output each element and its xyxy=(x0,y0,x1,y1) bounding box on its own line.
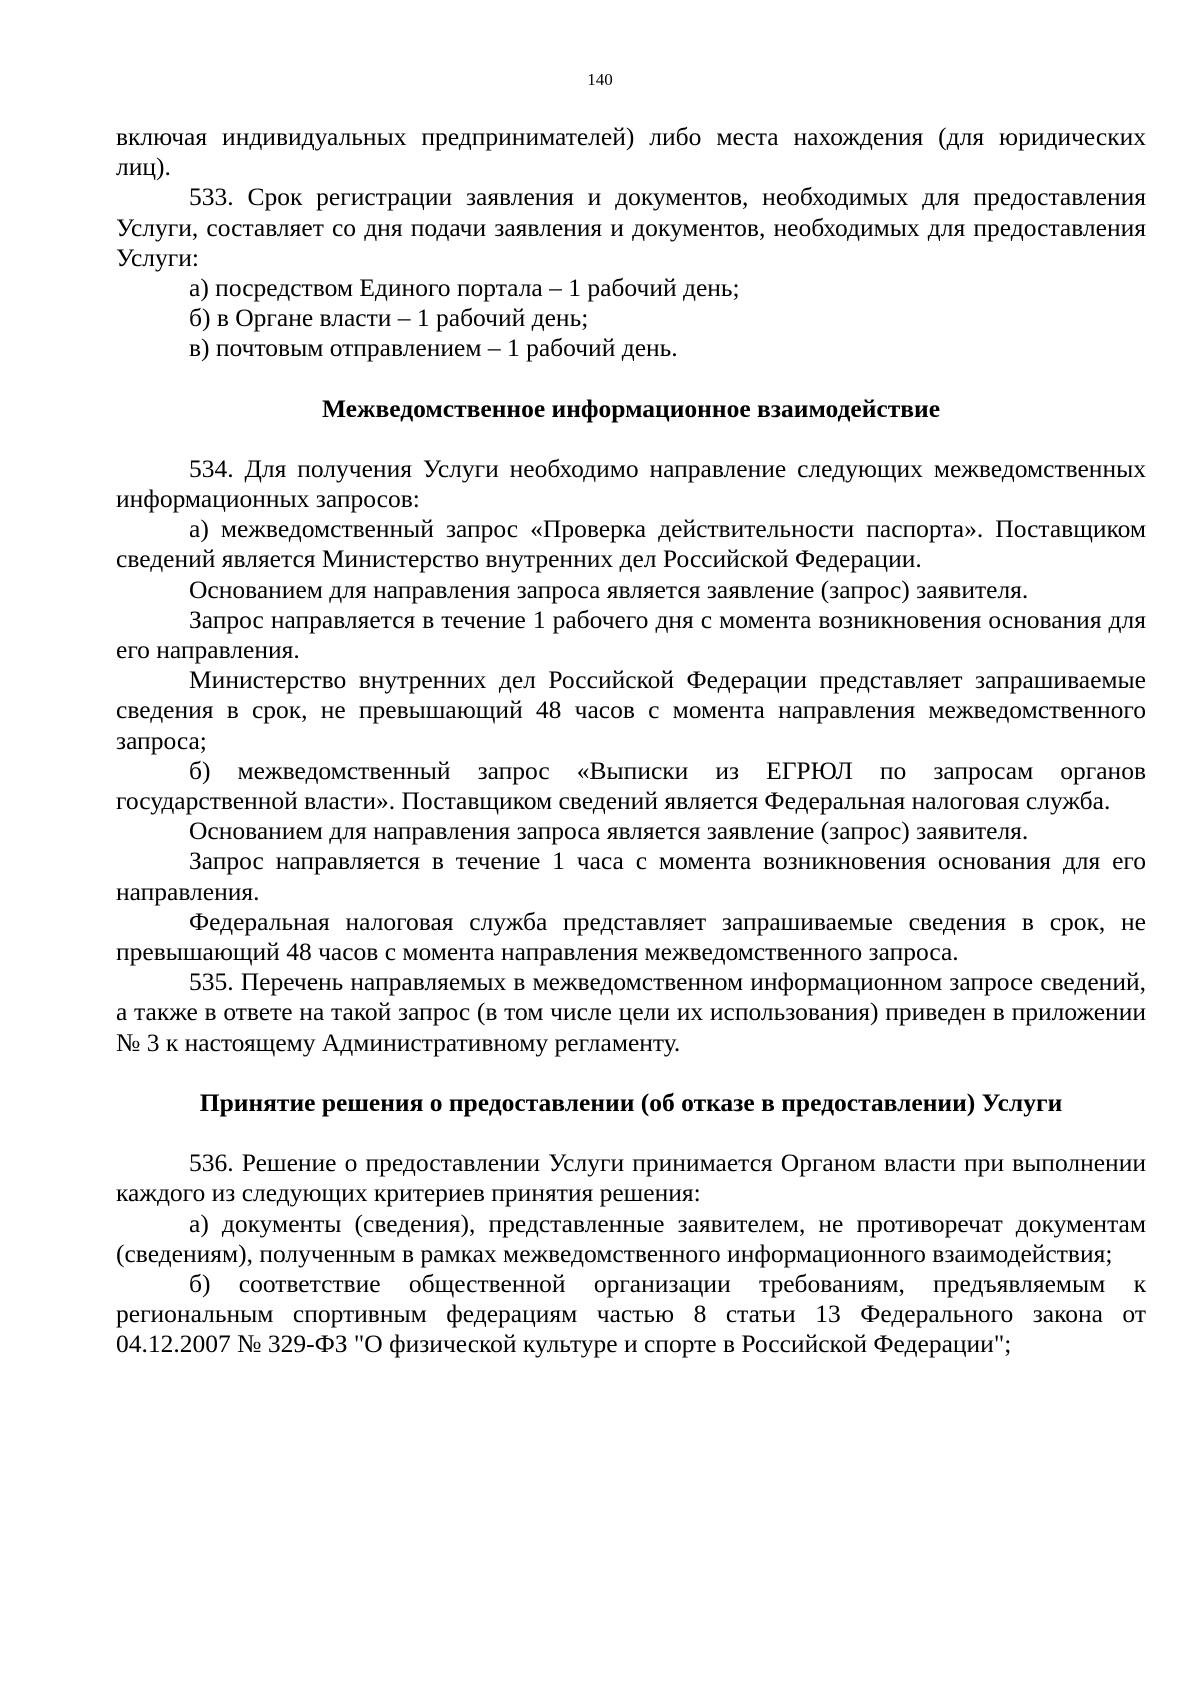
paragraph: 535. Перечень направляемых в межведомственном информационном запросе сведений, а также в ответе на такой запрос (в том числе цели их использования) приведен в приложении № 3 к настоящему Административному регламенту. xyxy=(116,967,1146,1057)
paragraph: б) межведомственный запрос «Выписки из ЕГРЮЛ по запросам органов государственной власти». Поставщиком сведений является Федеральная налоговая служба. xyxy=(116,755,1146,816)
paragraph: Федеральная налоговая служба представляет запрашиваемые сведения в срок, не превышающий 48 часов с момента направления межведомственного запроса. xyxy=(116,906,1146,967)
section-heading: Межведомственное информационное взаимодействие xyxy=(321,393,941,423)
list-item: в) почтовым отправлением – 1 рабочий день. xyxy=(189,333,678,363)
section-heading: Принятие решения о предоставлении (об отказе в предоставлении) Услуги xyxy=(199,1087,1063,1117)
paragraph: включая индивидуальных предпринимателей) либо места нахождения (для юридических лиц). xyxy=(116,122,1146,182)
paragraph: а) межведомственный запрос «Проверка действительности паспорта». Поставщиком сведений является Министерство внутренних дел Российской Федерации. xyxy=(116,514,1146,574)
paragraph: 534. Для получения Услуги необходимо направление следующих межведомственных информационных запросов: xyxy=(116,453,1146,514)
paragraph: 533. Срок регистрации заявления и документов, необходимых для предоставления Услуги, составляет со дня подачи заявления и документов, необходимых для предоставления Услуги: xyxy=(116,182,1146,272)
paragraph: Основанием для направления запроса является заявление (запрос) заявителя. xyxy=(189,816,1029,846)
paragraph: Запрос направляется в течение 1 часа с момента возникновения основания для его направления. xyxy=(116,846,1146,906)
list-item: б) в Органе власти – 1 рабочий день; xyxy=(189,303,589,333)
paragraph: Запрос направляется в течение 1 рабочего дня с момента возникновения основания для его направления. xyxy=(116,604,1146,665)
document-body xyxy=(116,122,1146,1360)
page-number: 140 xyxy=(587,70,613,89)
paragraph: Основанием для направления запроса является заявление (запрос) заявителя. xyxy=(189,574,1029,604)
paragraph: 536. Решение о предоставлении Услуги принимается Органом власти при выполнении каждого из следующих критериев принятия решения: xyxy=(116,1148,1146,1208)
paragraph: а) документы (сведения), представленные заявителем, не противоречат документам (сведениям), полученным в рамках межведомственного информационного взаимодействия; xyxy=(116,1208,1146,1268)
paragraph: Министерство внутренних дел Российской Федерации представляет запрашиваемые сведения в срок, не превышающий 48 часов с момента направления межведомственного запроса; xyxy=(116,665,1146,755)
paragraph: б) соответствие общественной организации требованиям, предъявляемым к региональным спортивным федерациям частью 8 статьи 13 Федерального закона от 04.12.2007 № 329-ФЗ "О физической культуре и спорте в Российской Федерации"; xyxy=(116,1268,1146,1359)
list-item: а) посредством Единого портала – 1 рабочий день; xyxy=(189,273,740,303)
